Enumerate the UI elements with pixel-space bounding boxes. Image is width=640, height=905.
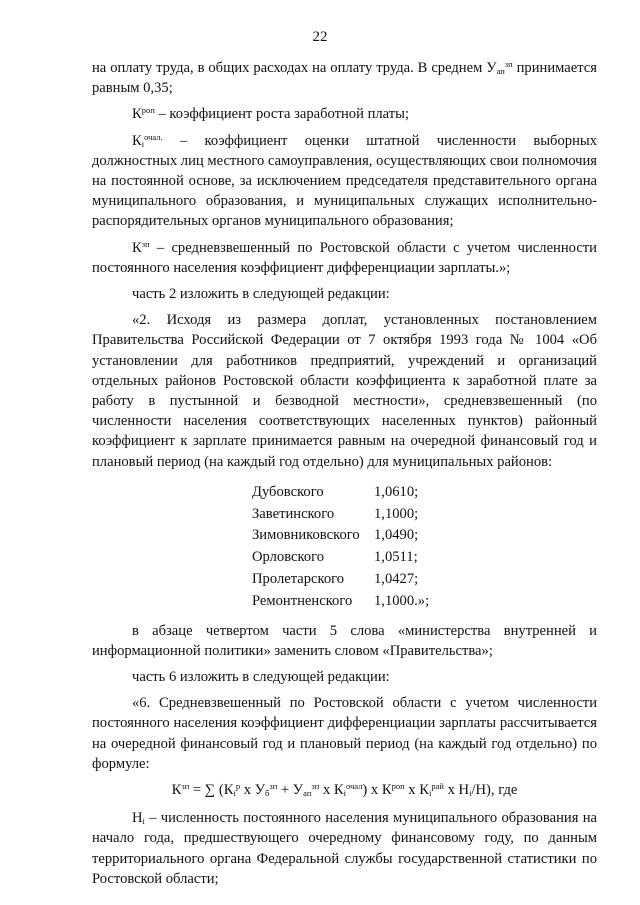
part-5-amendment: в абзаце четвертом части 5 слова «министерства внутренней и информационной политики» заменить словом «Правительства»; (92, 622, 597, 659)
document-body (92, 58, 597, 895)
coefficient-row: Ремонтненского 1,1000.»; (252, 592, 430, 609)
part-6-quote: «6. Средневзвешенный по Ростовской области с учетом численности постоянного населения коэффициент дифференциации зарплаты рассчитывается на очередной финансовый год и плановый период (на каждый год отдельно) по формуле: (92, 695, 597, 772)
coefficient-row: Пролетарского 1,0427; (252, 571, 419, 588)
coefficient-row: Зимовниковского 1,0490; (252, 527, 419, 544)
coefficient-row: Заветинского 1,1000; (252, 505, 419, 522)
definition-k-zp: $К^{зп}$ – средневзвешенный по Ростовской области с учетом численности постоянного населения коэффициент дифференциации зарплаты.»; (92, 238, 597, 276)
coefficient-row: Орловского 1,0511; (252, 549, 418, 566)
part-6-heading: часть 6 изложить в следующей редакции: (132, 669, 390, 686)
part-2-quote: «2. Исходя из размера доплат, установленных постановлением Правительства Российской Федерации от 7 октября 1993 года № 1004 «Об установлении для работников предприятий, учреждений и организаций отдельных районов Ростовской области коэффициента к заработной плате за работу в пустынной и безводной местности», средневзвешенный (по численности населения соответствующих населенных пунктов) районный коэффициент к зарплате принимается равным на очередной финансовый год и плановый период (на каждый год отдельно) для муниципальных районов: (92, 312, 597, 470)
coefficient-row: Дубовского 1,0610; (252, 483, 419, 500)
part-2-heading: часть 2 изложить в следующей редакции: (132, 286, 390, 303)
formula: $К^{зп}$ = ∑ ($К_i^р$ х $У_б^{зп} + У_{ап}^{зп}$ х $К_i^{очал}$) х $К^{роп}$ х $К_i^{рай}$ х $Н_i/Н$), где (171, 781, 518, 799)
definition-k-rop: $К^{роп}$ – коэффициент роста заработной платы; (132, 105, 409, 123)
paragraph-1: на оплату труда, в общих расходах на оплату труда. В среднем $У_{ап}^{зп}$ принимается равным 0,35; (92, 59, 597, 97)
coefficient-list (252, 482, 597, 613)
definition-h: $Н_i$ – численность постоянного населения муниципального образования на начало года, предшествующего очередному финансовому году, по данным территориального органа Федеральной службы государственной статистики по Ростовской области; (92, 810, 597, 887)
definition-k-ochal: $К_i^{очал.}$ – коэффициент оценки штатной численности выборных должностных лиц местного самоуправления, осуществляющих свои полномочия на постоянной основе, за исключением председателя представительного органа муниципального образования, и муниципальных служащих исполнительно-распорядительных органов муниципального образования; (92, 131, 597, 230)
page-number: 22 (312, 29, 328, 45)
